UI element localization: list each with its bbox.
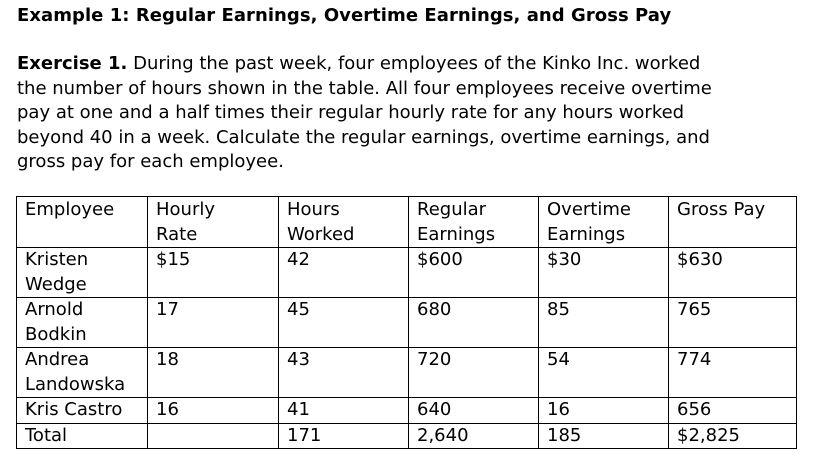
cell-overtime: 54 [539, 348, 669, 398]
cell-overtime: $30 [539, 248, 669, 298]
cell-employee: Andrea Landowska [17, 348, 148, 398]
cell-regular: 720 [409, 348, 539, 398]
cell-total-label: Total [17, 423, 148, 449]
cell-gross: 774 [669, 348, 797, 398]
cell-total-rate [148, 423, 279, 449]
cell-overtime: 85 [539, 298, 669, 348]
cell-regular: 680 [409, 298, 539, 348]
header-gross-pay: Gross Pay [669, 197, 797, 248]
header-hours-worked: Hours Worked [279, 197, 409, 248]
exercise-text: During the past week, four employees of the Kinko Inc. worked [127, 53, 701, 74]
cell-total-regular: 2,640 [409, 423, 539, 449]
table-row [17, 248, 797, 298]
earnings-table [16, 196, 797, 449]
cell-employee: Arnold Bodkin [17, 298, 148, 348]
exercise-label: Exercise 1. [17, 53, 128, 74]
cell-overtime: 16 [539, 398, 669, 424]
cell-employee: Kristen Wedge [17, 248, 148, 298]
header-regular-earnings: Regular Earnings [409, 197, 539, 248]
cell-total-hours: 171 [279, 423, 409, 449]
cell-employee: Kris Castro [17, 398, 148, 424]
example-heading: Example 1: Regular Earnings, Overtime Earnings, and Gross Pay [17, 5, 672, 26]
exercise-line-4: beyond 40 in a week. Calculate the regular earnings, overtime earnings, and [17, 126, 710, 148]
cell-rate: 16 [148, 398, 279, 424]
header-overtime-earnings: Overtime Earnings [539, 197, 669, 248]
cell-regular: 640 [409, 398, 539, 424]
exercise-line-5: gross pay for each employee. [17, 151, 284, 172]
cell-rate: 17 [148, 298, 279, 348]
cell-hours: 42 [279, 248, 409, 298]
exercise-paragraph [17, 52, 807, 175]
cell-rate: $15 [148, 248, 279, 298]
table-row [17, 298, 797, 348]
cell-gross: 656 [669, 398, 797, 424]
table-total-row [17, 423, 797, 449]
cell-hours: 43 [279, 348, 409, 398]
header-employee: Employee [17, 197, 148, 248]
cell-regular: $600 [409, 248, 539, 298]
cell-total-gross: $2,825 [669, 423, 797, 449]
cell-total-overtime: 185 [539, 423, 669, 449]
table-row [17, 348, 797, 398]
cell-rate: 18 [148, 348, 279, 398]
exercise-line-3: pay at one and a half times their regular hourly rate for any hours worked [17, 102, 685, 123]
table-row [17, 398, 797, 424]
header-hourly-rate: Hourly Rate [148, 197, 279, 248]
cell-hours: 41 [279, 398, 409, 424]
exercise-line-1 [17, 52, 807, 77]
cell-gross: 765 [669, 298, 797, 348]
table-header-row [17, 197, 797, 248]
cell-gross: $630 [669, 248, 797, 298]
cell-hours: 45 [279, 298, 409, 348]
exercise-line-2: the number of hours shown in the table. All four employees receive overtime [17, 77, 712, 99]
